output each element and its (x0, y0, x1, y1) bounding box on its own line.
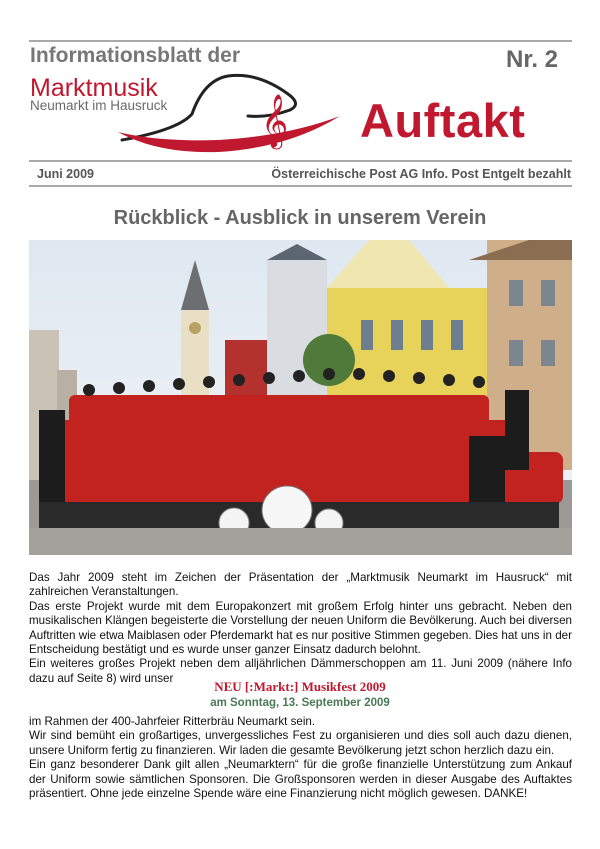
issue-date: Juni 2009 (37, 167, 94, 181)
header-rule-upper (29, 160, 572, 162)
brand-name: Marktmusik (30, 74, 158, 102)
paragraph: im Rahmen der 400-Jahrfeier Ritterbräu Neumarkt sein. (29, 715, 316, 728)
paragraph: Das Jahr 2009 steht im Zeichen der Präsentation der „Marktmusik Neumarkt im Hausruck“ mit zahlreichen Veranstaltungen. (29, 571, 572, 599)
top-rule (29, 40, 572, 42)
article-body-bottom (29, 715, 572, 801)
paragraph: Ein ganz besonderer Dank gilt allen „Neumarktern“ für die große finanzielle Unterstützung zum Ankauf der Uniform sowie sämtlichen Sponsoren. Die Großsponsoren werden in dieser Ausgabe des Auftaktes präsentiert. Ohne jede einzelne Spende wäre eine Finanzierung nicht möglich gewesen. DANKE! (29, 758, 572, 801)
band-group-photo (29, 240, 572, 555)
issue-number: Nr. 2 (506, 46, 559, 73)
brand-subtitle: Neumarkt im Hausruck (30, 98, 168, 113)
paragraph: Ein weiteres großes Projekt neben dem alljährlichen Dämmerschoppen am 11. Juni 2009 (nähere Info dazu auf Seite 8) wird unser (29, 657, 572, 685)
hat-and-treble-clef-logo (118, 70, 340, 156)
event-date: am Sonntag, 13. September 2009 (210, 697, 390, 709)
paragraph: Wir sind bemüht ein großartiges, unvergessliches Fest zu organisieren und dies soll auch dazu dienen, unsere Uniform fertig zu finanzieren. Wir laden die gesamte Bevölkerung jetzt schon herzlich dazu ein. (29, 729, 572, 757)
event-title: NEU [:Markt:] Musikfest 2009 (214, 679, 386, 694)
header-rule-lower (29, 185, 572, 187)
paragraph: Das erste Projekt wurde mit dem Europakonzert mit großem Erfolg hinter uns gebracht. Neben den musikalischen Klängen begeisterte die Vorstellung der neuen Uniform die Bevölkerung. Auch bei diversen Auftritten wie etwa Maiblasen oder Pferdemarkt hat es nur positive Stimmen gegeben. Dies hat uns in der Entscheidung bestätigt und es wurde unser ganzer Einsatz dadurch belohnt. (29, 599, 572, 657)
article-headline: Rückblick - Ausblick in unserem Verein (113, 207, 487, 229)
svg-text:𝄞: 𝄞 (261, 93, 289, 147)
header-title: Informationsblatt der (30, 44, 241, 67)
article-body-top (29, 571, 572, 686)
masthead-title: Auftakt (360, 94, 526, 147)
postal-note: Österreichische Post AG Info. Post Entgelt bezahlt (271, 167, 571, 181)
